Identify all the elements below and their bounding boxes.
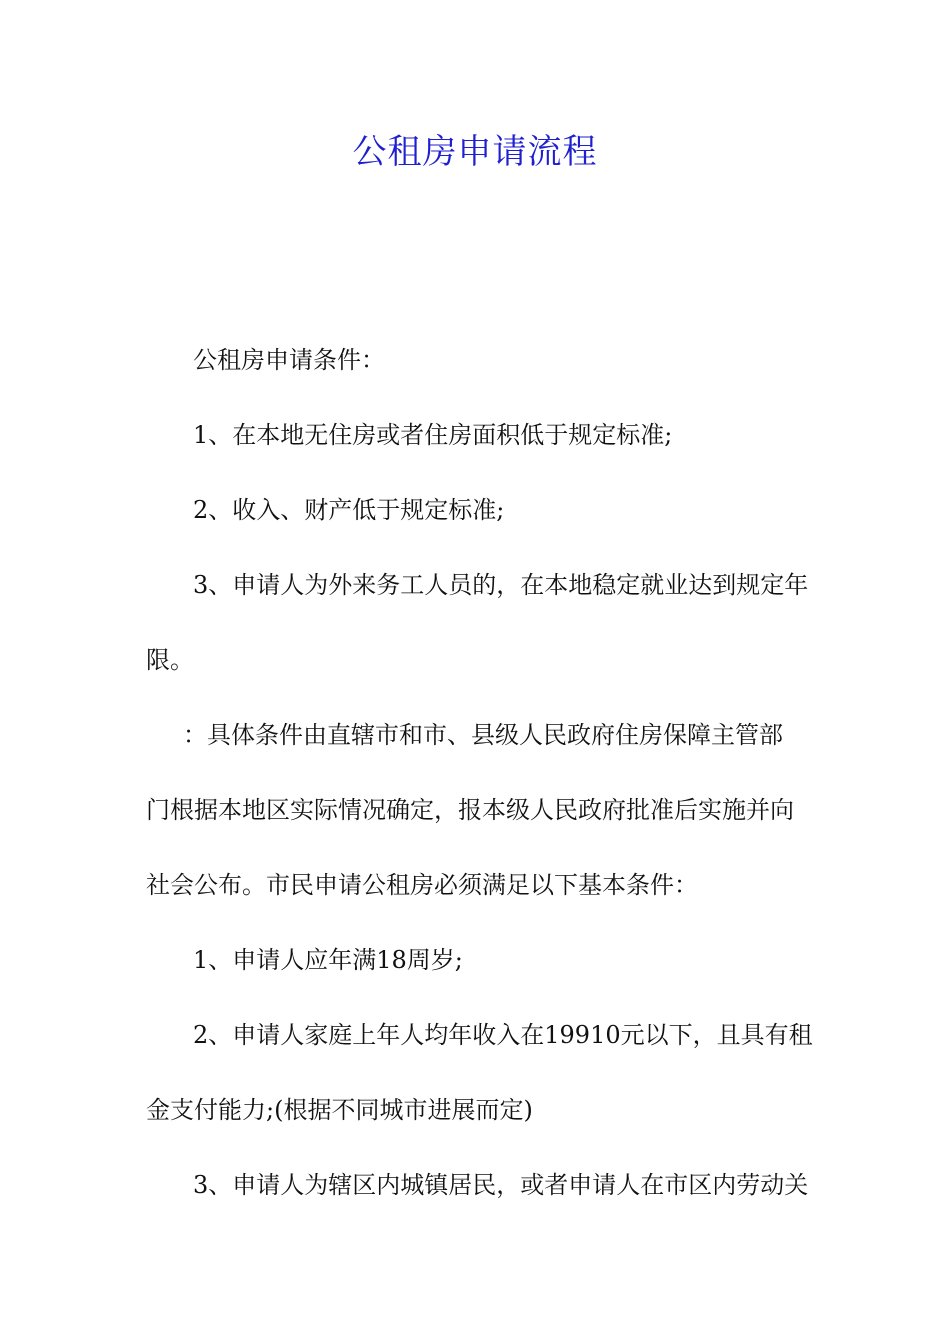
document-title: 公租房申请流程 (352, 132, 598, 172)
basic-condition-item-2-continued: 金支付能力;(根据不同城市进展而定) (146, 1096, 533, 1124)
condition-item-2: 2、收入、财产低于规定标准; (193, 496, 505, 524)
paragraph-line: ：具体条件由直辖市和市、县级人民政府住房保障主管部 (183, 721, 783, 749)
paragraph-line: 社会公布。市民申请公租房必须满足以下基本条件： (146, 871, 698, 899)
basic-condition-item-2: 2、申请人家庭上年人均年收入在19910元以下，且具有租 (193, 1021, 813, 1049)
basic-condition-item-1: 1、申请人应年满18周岁; (193, 946, 463, 974)
basic-condition-item-3: 3、申请人为辖区内城镇居民，或者申请人在市区内劳动关 (193, 1171, 809, 1199)
paragraph-line: 门根据本地区实际情况确定，报本级人民政府批准后实施并向 (146, 796, 794, 824)
condition-item-1: 1、在本地无住房或者住房面积低于规定标准; (193, 421, 673, 449)
condition-item-3: 3、申请人为外来务工人员的，在本地稳定就业达到规定年 (193, 571, 809, 599)
condition-item-3-continued: 限。 (146, 646, 194, 674)
conditions-heading: 公租房申请条件： (193, 346, 385, 374)
